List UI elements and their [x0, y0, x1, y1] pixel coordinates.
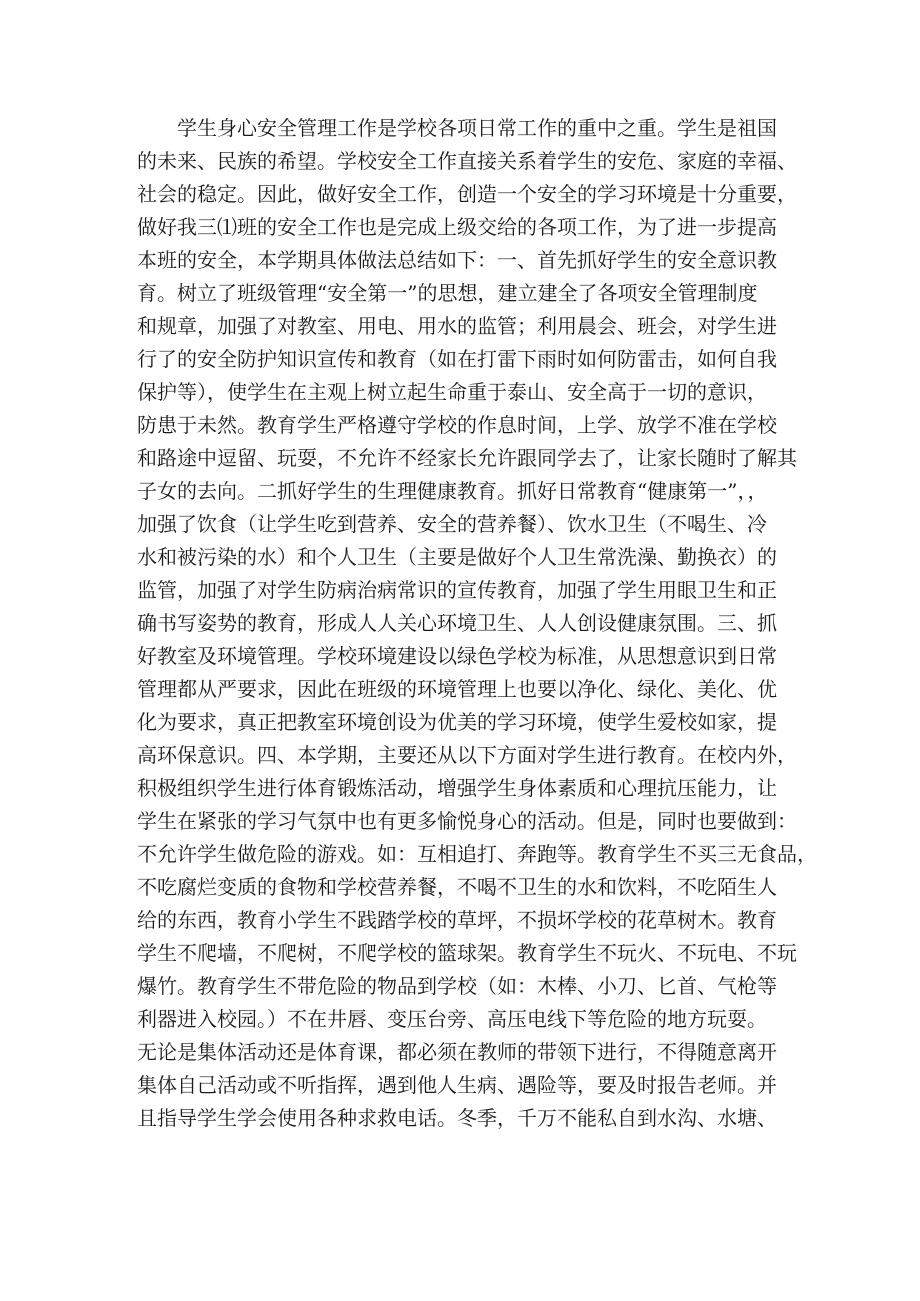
paragraph-line: 监管，加强了对学生防病治病常识的宣传教育，加强了学生用眼卫生和正 — [137, 578, 777, 602]
paragraph-line: 育。树立了班级管理“安全第一”的思想，建立建全了各项安全管理制度 — [137, 281, 758, 305]
paragraph-line: 确书写姿势的教育，形成人人关心环境卫生、人人创设健康氛围。三、抓 — [137, 611, 777, 635]
paragraph-line: 加强了饮食（让学生吃到营养、安全的营养餐）、饮水卫生（不喝生、冷 — [137, 512, 767, 536]
paragraph-line: 社会的稳定。因此，做好安全工作，创造一个安全的学习环境是十分重要， — [137, 182, 797, 206]
paragraph-line: 化为要求，真正把教室环境创设为优美的学习环境，使学生爱校如家，提 — [137, 710, 777, 734]
paragraph-line: 保护等），使学生在主观上树立起生命重于泰山、安全高于一切的意识， — [137, 380, 767, 404]
paragraph-line: 做好我三⑴班的安全工作也是完成上级交给的各项工作，为了进一步提高 — [137, 215, 777, 239]
paragraph-line: 的未来、民族的希望。学校安全工作直接关系着学生的安危、家庭的幸福、 — [137, 149, 797, 173]
paragraph-line: 水和被污染的水）和个人卫生（主要是做好个人卫生常洗澡、勤换衣）的 — [137, 545, 777, 569]
paragraph-line: 和路途中逗留、玩耍，不允许不经家长允许跟同学去了，让家长随时了解其 — [137, 446, 797, 470]
paragraph-line: 给的东西，教育小学生不践踏学校的草坪，不损坏学校的花草树木。教育 — [137, 908, 777, 932]
paragraph-line: 不吃腐烂变质的食物和学校营养餐，不喝不卫生的水和饮料，不吃陌生人 — [137, 875, 777, 899]
paragraph-line: 管理都从严要求，因此在班级的环境管理上也要以净化、绿化、美化、优 — [137, 677, 777, 701]
paragraph-line: 无论是集体活动还是体育课，都必须在教师的带领下进行，不得随意离开 — [137, 1040, 777, 1064]
paragraph-line: 且指导学生学会使用各种求救电话。冬季，千万不能私自到水沟、水塘、 — [137, 1106, 777, 1130]
paragraph-line: 学生身心安全管理工作是学校各项日常工作的重中之重。学生是祖国 — [177, 116, 777, 140]
paragraph-line: 爆竹。教育学生不带危险的物品到学校（如：木棒、小刀、匕首、气枪等 — [137, 974, 777, 998]
paragraph-line: 子女的去向。二抓好学生的生理健康教育。抓好日常教育“健康第一”，， — [137, 479, 768, 503]
paragraph-line: 好教室及环境管理。学校环境建设以绿色学校为标准，从思想意识到日常 — [137, 644, 777, 668]
paragraph-line: 学生不爬墙，不爬树，不爬学校的篮球架。教育学生不玩火、不玩电、不玩 — [137, 941, 797, 965]
paragraph-line: 本班的安全，本学期具体做法总结如下：一、首先抓好学生的安全意识教 — [137, 248, 777, 272]
paragraph-line: 和规章，加强了对教室、用电、用水的监管；利用晨会、班会，对学生进 — [137, 314, 777, 338]
paragraph-line: 防患于未然。教育学生严格遵守学校的作息时间，上学、放学不准在学校 — [137, 413, 777, 437]
paragraph-line: 学生在紧张的学习气氛中也有更多愉悦身心的活动。但是，同时也要做到： — [137, 809, 797, 833]
paragraph-line: 高环保意识。四、本学期，主要还从以下方面对学生进行教育。在校内外， — [137, 743, 797, 767]
document-body — [137, 112, 817, 1135]
paragraph-line: 集体自己活动或不听指挥，遇到他人生病、遇险等，要及时报告老师。并 — [137, 1073, 777, 1097]
paragraph-line: 利器进入校园。）不在井唇、变压台旁、高压电线下等危险的地方玩耍。 — [137, 1007, 767, 1031]
paragraph-line: 积极组织学生进行体育锻炼活动，增强学生身体素质和心理抗压能力，让 — [137, 776, 777, 800]
paragraph-line: 行了的安全防护知识宣传和教育（如在打雷下雨时如何防雷击，如何自我 — [137, 347, 777, 371]
paragraph-line: 不允许学生做危险的游戏。如：互相追打、奔跑等。教育学生不买三无食品， — [137, 842, 817, 866]
